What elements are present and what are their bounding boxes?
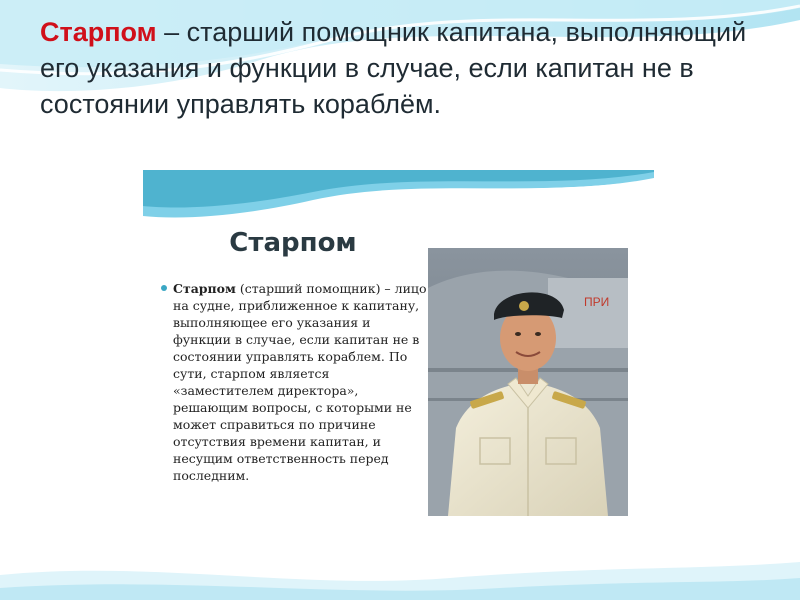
slide-definition — [40, 14, 760, 122]
embedded-slide — [143, 170, 654, 555]
embedded-slide-title: Старпом — [229, 228, 357, 258]
embedded-lead-term: Старпом — [173, 281, 236, 296]
definition-term: Старпом — [40, 17, 157, 47]
bullet-icon — [161, 285, 167, 291]
embedded-slide-body — [173, 280, 431, 484]
embedded-body-text: (старший помощник) – лицо на судне, приближенное к капитану, выполняющее его указания и функции в случае, если капитан не в состоянии управлять кораблем. По сути, старпом является «заместителем директора», решающим вопросы, с которыми не может справиться по причине отсутствия времени капитан, и несущим ответственность перед последним. — [173, 281, 427, 483]
ship-sign-text: ПРИ — [584, 295, 610, 309]
officer-photo — [428, 248, 628, 516]
embedded-slide-wave — [143, 170, 654, 230]
definition-text: – старший помощник капитана, выполняющий его указания и функции в случае, если капитан не в состоянии управлять кораблём. — [40, 17, 747, 119]
